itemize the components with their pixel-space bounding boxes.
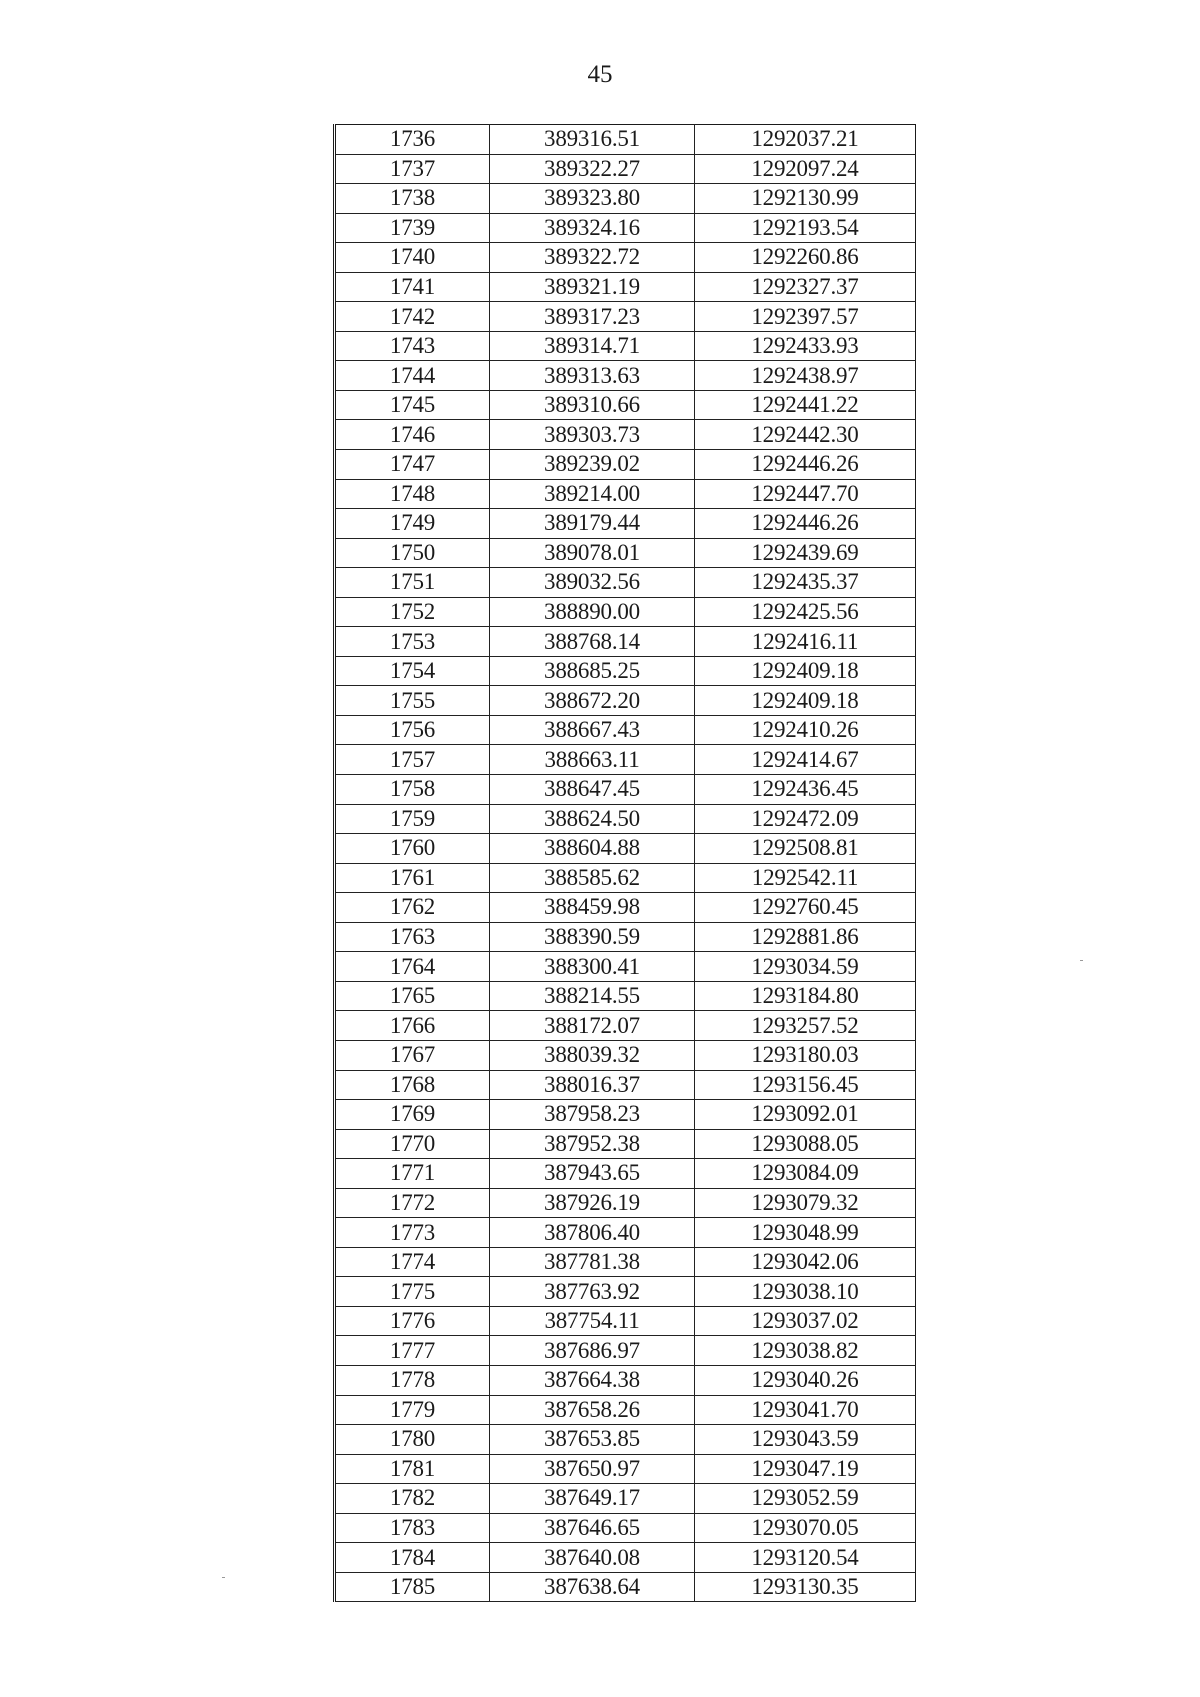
y-coordinate-cell: 1292760.45 bbox=[695, 893, 916, 923]
y-coordinate-cell: 1293040.26 bbox=[695, 1365, 916, 1395]
point-number-cell: 1762 bbox=[335, 893, 490, 923]
x-coordinate-cell: 388172.07 bbox=[490, 1011, 695, 1041]
x-coordinate-cell: 389032.56 bbox=[490, 568, 695, 598]
point-number-cell: 1782 bbox=[335, 1484, 490, 1514]
x-coordinate-cell: 387646.65 bbox=[490, 1513, 695, 1543]
point-number-cell: 1764 bbox=[335, 952, 490, 982]
point-number-cell: 1738 bbox=[335, 184, 490, 214]
x-coordinate-cell: 387943.65 bbox=[490, 1159, 695, 1189]
y-coordinate-cell: 1293034.59 bbox=[695, 952, 916, 982]
table-row bbox=[335, 272, 916, 302]
table-row bbox=[335, 981, 916, 1011]
table-row bbox=[335, 125, 916, 155]
point-number-cell: 1747 bbox=[335, 450, 490, 480]
y-coordinate-cell: 1292441.22 bbox=[695, 390, 916, 420]
point-number-cell: 1754 bbox=[335, 656, 490, 686]
table-row bbox=[335, 1306, 916, 1336]
y-coordinate-cell: 1292397.57 bbox=[695, 302, 916, 332]
table-row bbox=[335, 420, 916, 450]
x-coordinate-cell: 388768.14 bbox=[490, 627, 695, 657]
y-coordinate-cell: 1292410.26 bbox=[695, 715, 916, 745]
table-row bbox=[335, 331, 916, 361]
x-coordinate-cell: 388459.98 bbox=[490, 893, 695, 923]
y-coordinate-cell: 1293184.80 bbox=[695, 981, 916, 1011]
x-coordinate-cell: 389324.16 bbox=[490, 213, 695, 243]
point-number-cell: 1773 bbox=[335, 1218, 490, 1248]
x-coordinate-cell: 389322.72 bbox=[490, 243, 695, 273]
x-coordinate-cell: 389303.73 bbox=[490, 420, 695, 450]
table-row bbox=[335, 1218, 916, 1248]
point-number-cell: 1748 bbox=[335, 479, 490, 509]
table-row bbox=[335, 154, 916, 184]
coordinates-table bbox=[333, 124, 916, 1602]
y-coordinate-cell: 1292416.11 bbox=[695, 627, 916, 657]
table-row bbox=[335, 184, 916, 214]
x-coordinate-cell: 387926.19 bbox=[490, 1188, 695, 1218]
x-coordinate-cell: 388890.00 bbox=[490, 597, 695, 627]
y-coordinate-cell: 1293041.70 bbox=[695, 1395, 916, 1425]
page-number: 45 bbox=[587, 61, 613, 88]
table-row bbox=[335, 1159, 916, 1189]
table-row bbox=[335, 243, 916, 273]
point-number-cell: 1737 bbox=[335, 154, 490, 184]
table-row bbox=[335, 686, 916, 716]
point-number-cell: 1759 bbox=[335, 804, 490, 834]
point-number-cell: 1749 bbox=[335, 509, 490, 539]
point-number-cell: 1771 bbox=[335, 1159, 490, 1189]
table-row bbox=[335, 745, 916, 775]
point-number-cell: 1742 bbox=[335, 302, 490, 332]
point-number-cell: 1757 bbox=[335, 745, 490, 775]
point-number-cell: 1768 bbox=[335, 1070, 490, 1100]
x-coordinate-cell: 389239.02 bbox=[490, 450, 695, 480]
point-number-cell: 1772 bbox=[335, 1188, 490, 1218]
y-coordinate-cell: 1292438.97 bbox=[695, 361, 916, 391]
table-row bbox=[335, 538, 916, 568]
x-coordinate-cell: 389310.66 bbox=[490, 390, 695, 420]
table-row bbox=[335, 568, 916, 598]
y-coordinate-cell: 1293070.05 bbox=[695, 1513, 916, 1543]
y-coordinate-cell: 1292436.45 bbox=[695, 775, 916, 805]
table-row bbox=[335, 627, 916, 657]
x-coordinate-cell: 387781.38 bbox=[490, 1247, 695, 1277]
point-number-cell: 1781 bbox=[335, 1454, 490, 1484]
y-coordinate-cell: 1292097.24 bbox=[695, 154, 916, 184]
table-row bbox=[335, 1395, 916, 1425]
point-number-cell: 1736 bbox=[335, 125, 490, 155]
y-coordinate-cell: 1293092.01 bbox=[695, 1100, 916, 1130]
y-coordinate-cell: 1292130.99 bbox=[695, 184, 916, 214]
point-number-cell: 1746 bbox=[335, 420, 490, 450]
table-row bbox=[335, 1454, 916, 1484]
point-number-cell: 1758 bbox=[335, 775, 490, 805]
point-number-cell: 1743 bbox=[335, 331, 490, 361]
x-coordinate-cell: 387640.08 bbox=[490, 1543, 695, 1573]
y-coordinate-cell: 1293088.05 bbox=[695, 1129, 916, 1159]
x-coordinate-cell: 388300.41 bbox=[490, 952, 695, 982]
y-coordinate-cell: 1292881.86 bbox=[695, 922, 916, 952]
y-coordinate-cell: 1293042.06 bbox=[695, 1247, 916, 1277]
y-coordinate-cell: 1293048.99 bbox=[695, 1218, 916, 1248]
y-coordinate-cell: 1292193.54 bbox=[695, 213, 916, 243]
table-row bbox=[335, 1572, 916, 1602]
x-coordinate-cell: 388039.32 bbox=[490, 1040, 695, 1070]
y-coordinate-cell: 1293079.32 bbox=[695, 1188, 916, 1218]
y-coordinate-cell: 1293052.59 bbox=[695, 1484, 916, 1514]
point-number-cell: 1763 bbox=[335, 922, 490, 952]
table-row bbox=[335, 213, 916, 243]
table-row bbox=[335, 1277, 916, 1307]
x-coordinate-cell: 388685.25 bbox=[490, 656, 695, 686]
x-coordinate-cell: 389078.01 bbox=[490, 538, 695, 568]
y-coordinate-cell: 1293043.59 bbox=[695, 1425, 916, 1455]
point-number-cell: 1770 bbox=[335, 1129, 490, 1159]
point-number-cell: 1776 bbox=[335, 1306, 490, 1336]
y-coordinate-cell: 1292409.18 bbox=[695, 656, 916, 686]
x-coordinate-cell: 389321.19 bbox=[490, 272, 695, 302]
point-number-cell: 1751 bbox=[335, 568, 490, 598]
y-coordinate-cell: 1292037.21 bbox=[695, 125, 916, 155]
x-coordinate-cell: 387653.85 bbox=[490, 1425, 695, 1455]
table-row bbox=[335, 1129, 916, 1159]
table-row bbox=[335, 361, 916, 391]
table-row bbox=[335, 893, 916, 923]
y-coordinate-cell: 1293038.10 bbox=[695, 1277, 916, 1307]
x-coordinate-cell: 388667.43 bbox=[490, 715, 695, 745]
y-coordinate-cell: 1292472.09 bbox=[695, 804, 916, 834]
table-row bbox=[335, 1425, 916, 1455]
point-number-cell: 1745 bbox=[335, 390, 490, 420]
point-number-cell: 1769 bbox=[335, 1100, 490, 1130]
x-coordinate-cell: 387754.11 bbox=[490, 1306, 695, 1336]
table-row bbox=[335, 834, 916, 864]
point-number-cell: 1739 bbox=[335, 213, 490, 243]
x-coordinate-cell: 388214.55 bbox=[490, 981, 695, 1011]
y-coordinate-cell: 1292327.37 bbox=[695, 272, 916, 302]
table-row bbox=[335, 390, 916, 420]
x-coordinate-cell: 388016.37 bbox=[490, 1070, 695, 1100]
table-row bbox=[335, 1247, 916, 1277]
table-row bbox=[335, 1011, 916, 1041]
table-row bbox=[335, 656, 916, 686]
x-coordinate-cell: 389323.80 bbox=[490, 184, 695, 214]
x-coordinate-cell: 389316.51 bbox=[490, 125, 695, 155]
x-coordinate-cell: 387686.97 bbox=[490, 1336, 695, 1366]
x-coordinate-cell: 387806.40 bbox=[490, 1218, 695, 1248]
y-coordinate-cell: 1292409.18 bbox=[695, 686, 916, 716]
point-number-cell: 1756 bbox=[335, 715, 490, 745]
x-coordinate-cell: 389322.27 bbox=[490, 154, 695, 184]
point-number-cell: 1775 bbox=[335, 1277, 490, 1307]
table-row bbox=[335, 863, 916, 893]
point-number-cell: 1740 bbox=[335, 243, 490, 273]
y-coordinate-cell: 1293130.35 bbox=[695, 1572, 916, 1602]
y-coordinate-cell: 1292542.11 bbox=[695, 863, 916, 893]
y-coordinate-cell: 1293047.19 bbox=[695, 1454, 916, 1484]
point-number-cell: 1744 bbox=[335, 361, 490, 391]
y-coordinate-cell: 1293037.02 bbox=[695, 1306, 916, 1336]
table-row bbox=[335, 1484, 916, 1514]
y-coordinate-cell: 1292446.26 bbox=[695, 450, 916, 480]
point-number-cell: 1753 bbox=[335, 627, 490, 657]
x-coordinate-cell: 388604.88 bbox=[490, 834, 695, 864]
coordinates-table-body bbox=[335, 125, 916, 1602]
point-number-cell: 1784 bbox=[335, 1543, 490, 1573]
y-coordinate-cell: 1292442.30 bbox=[695, 420, 916, 450]
x-coordinate-cell: 389317.23 bbox=[490, 302, 695, 332]
point-number-cell: 1767 bbox=[335, 1040, 490, 1070]
y-coordinate-cell: 1293084.09 bbox=[695, 1159, 916, 1189]
table-row bbox=[335, 1040, 916, 1070]
y-coordinate-cell: 1292433.93 bbox=[695, 331, 916, 361]
y-coordinate-cell: 1293038.82 bbox=[695, 1336, 916, 1366]
x-coordinate-cell: 387664.38 bbox=[490, 1365, 695, 1395]
y-coordinate-cell: 1293156.45 bbox=[695, 1070, 916, 1100]
table-row bbox=[335, 1365, 916, 1395]
scan-speck bbox=[1080, 960, 1083, 961]
point-number-cell: 1765 bbox=[335, 981, 490, 1011]
point-number-cell: 1766 bbox=[335, 1011, 490, 1041]
y-coordinate-cell: 1292260.86 bbox=[695, 243, 916, 273]
point-number-cell: 1785 bbox=[335, 1572, 490, 1602]
y-coordinate-cell: 1292414.67 bbox=[695, 745, 916, 775]
x-coordinate-cell: 388624.50 bbox=[490, 804, 695, 834]
point-number-cell: 1777 bbox=[335, 1336, 490, 1366]
point-number-cell: 1760 bbox=[335, 834, 490, 864]
table-row bbox=[335, 509, 916, 539]
x-coordinate-cell: 387658.26 bbox=[490, 1395, 695, 1425]
point-number-cell: 1752 bbox=[335, 597, 490, 627]
point-number-cell: 1755 bbox=[335, 686, 490, 716]
x-coordinate-cell: 388663.11 bbox=[490, 745, 695, 775]
table-row bbox=[335, 715, 916, 745]
y-coordinate-cell: 1293257.52 bbox=[695, 1011, 916, 1041]
table-row bbox=[335, 1188, 916, 1218]
y-coordinate-cell: 1292435.37 bbox=[695, 568, 916, 598]
x-coordinate-cell: 389313.63 bbox=[490, 361, 695, 391]
point-number-cell: 1750 bbox=[335, 538, 490, 568]
x-coordinate-cell: 387638.64 bbox=[490, 1572, 695, 1602]
x-coordinate-cell: 387650.97 bbox=[490, 1454, 695, 1484]
x-coordinate-cell: 388647.45 bbox=[490, 775, 695, 805]
table-row bbox=[335, 597, 916, 627]
x-coordinate-cell: 389314.71 bbox=[490, 331, 695, 361]
x-coordinate-cell: 387763.92 bbox=[490, 1277, 695, 1307]
x-coordinate-cell: 387958.23 bbox=[490, 1100, 695, 1130]
table-row bbox=[335, 450, 916, 480]
x-coordinate-cell: 388390.59 bbox=[490, 922, 695, 952]
point-number-cell: 1741 bbox=[335, 272, 490, 302]
table-row bbox=[335, 302, 916, 332]
x-coordinate-cell: 387649.17 bbox=[490, 1484, 695, 1514]
x-coordinate-cell: 389214.00 bbox=[490, 479, 695, 509]
point-number-cell: 1783 bbox=[335, 1513, 490, 1543]
scan-speck bbox=[222, 1577, 225, 1578]
point-number-cell: 1780 bbox=[335, 1425, 490, 1455]
y-coordinate-cell: 1292447.70 bbox=[695, 479, 916, 509]
y-coordinate-cell: 1292508.81 bbox=[695, 834, 916, 864]
x-coordinate-cell: 389179.44 bbox=[490, 509, 695, 539]
y-coordinate-cell: 1293120.54 bbox=[695, 1543, 916, 1573]
table-row bbox=[335, 922, 916, 952]
table-row bbox=[335, 804, 916, 834]
table-row bbox=[335, 479, 916, 509]
table-row bbox=[335, 1070, 916, 1100]
table-row bbox=[335, 1543, 916, 1573]
y-coordinate-cell: 1292446.26 bbox=[695, 509, 916, 539]
x-coordinate-cell: 388585.62 bbox=[490, 863, 695, 893]
y-coordinate-cell: 1293180.03 bbox=[695, 1040, 916, 1070]
table-row bbox=[335, 1336, 916, 1366]
point-number-cell: 1761 bbox=[335, 863, 490, 893]
point-number-cell: 1779 bbox=[335, 1395, 490, 1425]
table-row bbox=[335, 775, 916, 805]
table-row bbox=[335, 1513, 916, 1543]
y-coordinate-cell: 1292425.56 bbox=[695, 597, 916, 627]
x-coordinate-cell: 388672.20 bbox=[490, 686, 695, 716]
table-row bbox=[335, 952, 916, 982]
point-number-cell: 1774 bbox=[335, 1247, 490, 1277]
x-coordinate-cell: 387952.38 bbox=[490, 1129, 695, 1159]
point-number-cell: 1778 bbox=[335, 1365, 490, 1395]
table-row bbox=[335, 1100, 916, 1130]
y-coordinate-cell: 1292439.69 bbox=[695, 538, 916, 568]
